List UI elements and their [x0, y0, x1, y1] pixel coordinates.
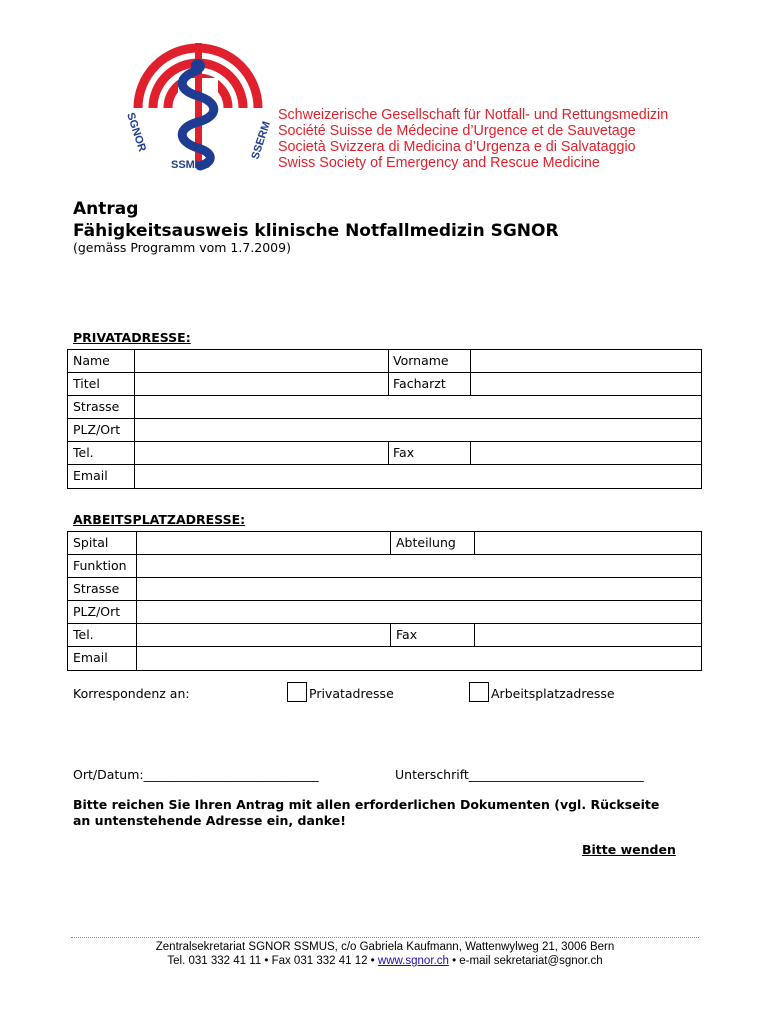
document-title-line2: Fähigkeitsausweis klinische Notfallmedizin SGNOR	[73, 221, 559, 241]
label-spital: Spital	[73, 535, 109, 550]
input-work-fax[interactable]	[475, 624, 701, 646]
document-subtitle: (gemäss Programm vom 1.7.2009)	[73, 240, 291, 255]
label-work-plz-ort: PLZ/Ort	[73, 604, 121, 619]
input-private-email[interactable]	[135, 465, 701, 488]
org-name-en: Swiss Society of Emergency and Rescue Medicine	[278, 155, 600, 171]
checkbox-private[interactable]	[287, 682, 307, 702]
document-title: Antrag	[73, 199, 139, 219]
label-work-strasse: Strasse	[73, 581, 120, 596]
input-private-fax[interactable]	[471, 442, 701, 464]
private-address-heading: PRIVATADRESSE:	[73, 330, 191, 345]
turn-page-note: Bitte wenden	[582, 842, 676, 857]
label-abteilung: Abteilung	[396, 535, 456, 550]
input-work-email[interactable]	[137, 647, 701, 670]
input-private-name[interactable]	[135, 350, 388, 372]
signature-field[interactable]: Unterschrift____________________________	[395, 767, 644, 782]
input-private-plz-ort[interactable]	[135, 419, 701, 441]
work-address-heading: ARBEITSPLATZADRESSE:	[73, 512, 246, 527]
footer-address: Zentralsekretariat SGNOR SSMUS, c/o Gabriela Kaufmann, Wattenwylweg 21, 3006 Bern	[155, 941, 615, 953]
footer-website-link[interactable]: www.sgnor.ch	[377, 955, 449, 967]
label-strasse: Strasse	[73, 399, 120, 414]
label-vorname: Vorname	[393, 353, 449, 368]
input-private-facharzt[interactable]	[471, 373, 701, 395]
option-work-label: Arbeitsplatzadresse	[491, 686, 615, 701]
label-name: Name	[73, 353, 110, 368]
label-titel: Titel	[73, 376, 100, 391]
checkbox-work[interactable]	[469, 682, 489, 702]
input-work-abteilung[interactable]	[475, 532, 701, 554]
footer-divider	[71, 937, 699, 938]
private-address-form	[67, 349, 702, 489]
label-work-email: Email	[73, 650, 108, 665]
label-funktion: Funktion	[73, 558, 127, 573]
footer-email: • e-mail sekretariat@sgnor.ch	[452, 955, 603, 967]
logo-text-right: SSERM	[249, 120, 273, 161]
label-facharzt: Facharzt	[393, 376, 446, 391]
logo-text-left: SGNOR	[124, 111, 149, 154]
input-private-titel[interactable]	[135, 373, 388, 395]
input-private-strasse[interactable]	[135, 396, 701, 418]
footer-phone-fax: Tel. 031 332 41 11 • Fax 031 332 41 12 •	[167, 955, 375, 967]
org-name-fr: Société Suisse de Médecine d’Urgence et de Sauvetage	[278, 123, 636, 139]
input-work-strasse[interactable]	[137, 578, 701, 600]
input-private-vorname[interactable]	[471, 350, 701, 372]
footer-contact	[0, 955, 770, 967]
option-private-label: Privatadresse	[309, 686, 394, 701]
label-work-fax: Fax	[396, 627, 418, 642]
input-work-plz-ort[interactable]	[137, 601, 701, 623]
correspondence-label: Korrespondenz an:	[73, 686, 190, 701]
instructions-line2: an untenstehende Adresse ein, danke!	[73, 813, 346, 828]
label-plz-ort: PLZ/Ort	[73, 422, 121, 437]
input-private-tel[interactable]	[135, 442, 388, 464]
work-address-form	[67, 531, 702, 671]
org-name-de: Schweizerische Gesellschaft für Notfall- und Rettungsmedizin	[278, 107, 669, 123]
org-name-it: Società Svizzera di Medicina d’Urgenza e di Salvataggio	[278, 139, 636, 155]
instructions-line1: Bitte reichen Sie Ihren Antrag mit allen erforderlichen Dokumenten (vgl. Rückseite	[73, 797, 660, 812]
input-work-funktion[interactable]	[137, 555, 701, 577]
logo-text-bottom: SSMUS	[171, 159, 211, 171]
input-work-spital[interactable]	[137, 532, 390, 554]
input-work-tel[interactable]	[137, 624, 390, 646]
label-work-tel: Tel.	[73, 627, 94, 642]
ort-datum-field[interactable]: Ort/Datum:____________________________	[73, 767, 319, 782]
label-tel: Tel.	[73, 445, 94, 460]
sgnor-logo	[118, 38, 278, 198]
label-email: Email	[73, 468, 108, 483]
label-fax: Fax	[393, 445, 415, 460]
